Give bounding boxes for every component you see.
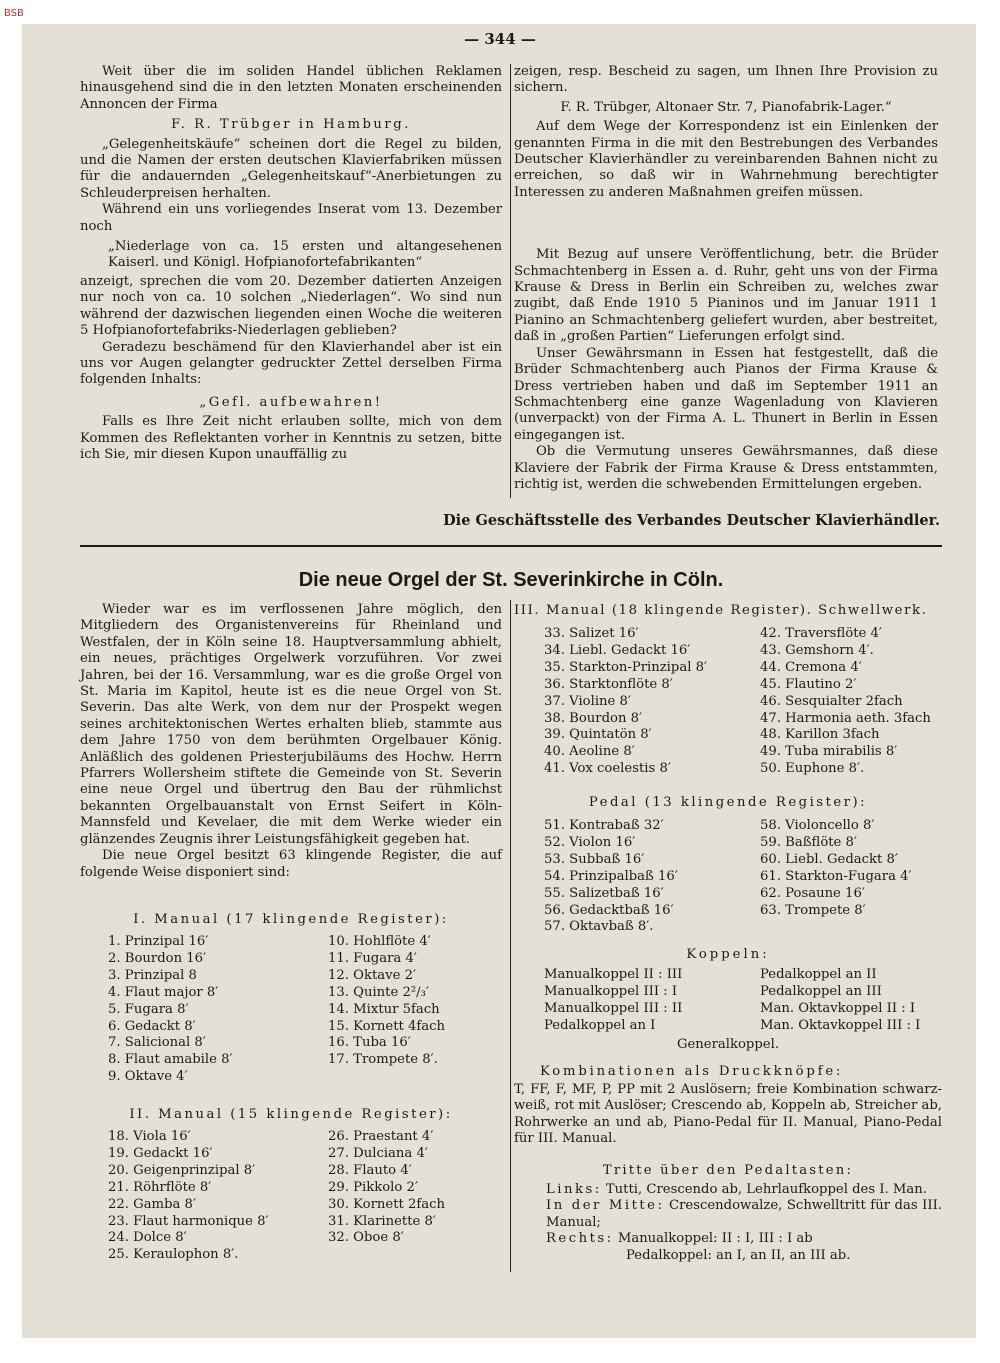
paragraph: Falls es Ihre Zeit nicht erlauben sollte, mich von dem Kommen des Reflektanten vorher in Kenntnis zu setzen, bitte ich Sie, mir diesen Kupon unauffällig zu: [80, 414, 502, 462]
firm-name: F. R. Trübger in Hamburg.: [171, 117, 411, 133]
list-item: 3. Prinzipal 8: [108, 967, 197, 983]
notice-heading: „Gefl. aufbewahren!: [199, 394, 383, 410]
list-item: 30. Kornett 2fach: [328, 1196, 446, 1212]
list-item: Manualkoppel III : II: [544, 1000, 683, 1016]
list-item: 38. Bourdon 8′: [544, 710, 643, 726]
paragraph: Wieder war es im verflossenen Jahre möglich, den Mitgliedern des Organistenvereins für Rheinland und Westfalen, der in Köln seine 18. Hauptversammlung abhielt, ein neues, prächtiges Orgelwerk vorzuführen. Vor zwei Jahren, bei der 16. Versammlung, war es die große Orgel von St. Maria im Kapitol, heute ist es die neue Orgel von St. Severin. Das alte Werk, von dem nur der Prospekt wegen seines architektonischen Wertes erhalten blieb, stammte aus dem Jahre 1750 von dem berühmten Orgelbauer König. Anläßlich des goldenen Priesterjubiläums des Hochw. Herrn Pfarrers Wollersheim stiftete die Gemeinde von St. Severin eine neue Orgel und übertrug den Bau der rühmlichst bekannten Orgelbauanstalt von Ernst Seifert in Köln-Mannsfeld und Kevelaer, die mit dem Werke wieder ein glänzendes Zeugnis ihrer Leistungsfähigkeit gegeben hat.: [80, 602, 502, 847]
list-item: Pedalkoppel an I: [544, 1017, 656, 1033]
paragraph: Auf dem Wege der Korrespondenz ist ein Einlenken der genannten Firma in die mit den Bestrebungen des Verbandes Deutscher Klavierhändler zu vereinbarenden Bahnen nicht zu erreichen, so daß wir in Wahrnehmung berechtigter Interessen zu anderen Maßnahmen greifen müssen.: [514, 119, 938, 200]
list-item: 4. Flaut major 8′: [108, 984, 219, 1000]
quote: „Niederlage von ca. 15 ersten und altangesehenen Kaiserl. und Königl. Hofpianofortefabrikanten“: [108, 239, 502, 271]
top-right-column: [514, 64, 938, 493]
watermark: BSB: [4, 8, 24, 19]
list-item: Pedalkoppel an II: [760, 967, 877, 982]
manual2-list: [108, 1129, 445, 1264]
list-item: 53. Subbaß 16′: [544, 851, 645, 867]
paragraph: Weit über die im soliden Handel üblichen Reklamen hinausgehend sind die in den letzten Monaten erscheinenden Annoncen der Firma: [80, 64, 502, 112]
generalkoppel: Generalkoppel.: [676, 1037, 780, 1052]
list-item: 15. Kornett 4fach: [328, 1018, 446, 1034]
list-item: 56. Gedacktbaß 16′: [544, 902, 674, 918]
list-item: 25. Keraulophon 8′.: [108, 1247, 239, 1263]
list-item: 5. Fugara 8′: [108, 1001, 189, 1017]
list-item: 48. Karillon 3fach: [760, 727, 880, 743]
list-item: 55. Salizetbaß 16′: [544, 885, 664, 901]
list-item: 17. Trompete 8′.: [328, 1052, 438, 1068]
list-item: 41. Vox coelestis 8′: [544, 761, 671, 777]
list-item: 26. Praestant 4′: [328, 1129, 434, 1144]
list-item: 18. Viola 16′: [108, 1129, 191, 1144]
list-item: 13. Quinte 2²/₃′: [328, 984, 429, 1000]
pedal-list: [544, 818, 912, 936]
list-item: 62. Posaune 16′: [760, 885, 865, 901]
list-item: 34. Liebl. Gedackt 16′: [544, 642, 691, 658]
list-item: 8. Flaut amabile 8′: [108, 1052, 233, 1068]
list-item: 61. Starkton-Fugara 4′: [760, 868, 912, 884]
paragraph: zeigen, resp. Bescheid zu sagen, um Ihnen Ihre Provision zu sichern.: [514, 64, 938, 96]
mitte-label: In der Mitte:: [546, 1198, 665, 1214]
signature: Die Geschäftsstelle des Verbandes Deutscher Klavierhändler.: [443, 512, 940, 529]
koppeln-list: [544, 967, 920, 1035]
list-item: 47. Harmonia aeth. 3fach: [760, 710, 931, 726]
list-item: 44. Cremona 4′: [760, 659, 862, 675]
list-item: 21. Röhrflöte 8′: [108, 1179, 212, 1195]
list-item: 7. Salicional 8′: [108, 1035, 206, 1051]
list-item: 24. Dolce 8′: [108, 1230, 187, 1246]
manual1-heading: I. Manual (17 klingende Register):: [133, 912, 449, 927]
list-item: 12. Oktave 2′: [328, 967, 416, 983]
list-item: 40. Aeoline 8′: [544, 744, 635, 760]
tritte-block: [546, 1182, 942, 1264]
article-title: Die neue Orgel der St. Severinkirche in Cöln.: [298, 569, 724, 591]
manual3-list: [544, 626, 931, 778]
list-item: Manualkoppel III : I: [544, 983, 678, 999]
list-item: 37. Violine 8′: [544, 693, 631, 709]
paragraph: Geradezu beschämend für den Klavierhandel aber ist ein uns vor Augen gelangter gedruckter Zettel derselben Firma folgenden Inhalts:: [80, 339, 502, 388]
list-item: 29. Pikkolo 2′: [328, 1179, 418, 1195]
paragraph: Die neue Orgel besitzt 63 klingende Register, die auf folgende Weise disponiert sind:: [80, 848, 502, 880]
list-item: 19. Gedackt 16′: [108, 1145, 213, 1161]
rechts-text-2: Pedalkoppel: an I, an II, an III ab.: [626, 1247, 851, 1263]
list-item: 63. Trompete 8′: [760, 902, 866, 918]
list-item: Pedalkoppel an III: [760, 983, 882, 999]
list-item: 51. Kontrabaß 32′: [544, 818, 664, 833]
list-item: 1. Prinzipal 16′: [108, 934, 209, 949]
list-item: Manualkoppel II : III: [544, 967, 683, 982]
rechts-label: Rechts:: [546, 1231, 614, 1247]
list-item: 32. Oboe 8′: [328, 1230, 404, 1246]
links-text: Tutti, Crescendo ab, Lehrlaufkoppel des I. Man.: [605, 1182, 927, 1197]
list-item: 49. Tuba mirabilis 8′: [760, 744, 898, 760]
paragraph: Während ein uns vorliegendes Inserat vom 13. Dezember noch: [80, 202, 502, 234]
section-rule: [80, 545, 942, 547]
quote-end: F. R. Trübger, Altonaer Str. 7, Pianofabrik-Lager.“: [560, 99, 892, 115]
list-item: 16. Tuba 16′: [328, 1035, 411, 1051]
paragraph: anzeigt, sprechen die vom 20. Dezember datierten Anzeigen nur noch von ca. 10 solchen „Niederlagen“. Wo sind nun während der dazwischen liegenden einen Woche die weiteren 5 Hofpianofortefabriks-Niederlagen geblieben?: [80, 273, 502, 339]
mitte-text: Crescendowalze, Schwelltritt für das III. Manual;: [546, 1198, 942, 1230]
list-item: 54. Prinzipalbaß 16′: [544, 868, 678, 884]
top-left-column: [80, 64, 502, 463]
list-item: 10. Hohlflöte 4′: [328, 934, 431, 949]
paragraph: Unser Gewährsmann in Essen hat festgestellt, daß die Brüder Schmachtenberg auch Pianos der Firma Krause & Dress vertrieben haben und daß im September 1911 an Schmachtenberg eine ganze Wagenladung von Klavieren (unverpackt) von der Firma A. L. Thunert in Berlin in Essen eingegangen ist.: [514, 345, 938, 443]
list-item: Man. Oktavkoppel II : I: [760, 1000, 916, 1016]
list-item: 60. Liebl. Gedackt 8′: [760, 851, 898, 867]
list-item: 57. Oktavbaß 8′.: [544, 919, 654, 935]
manual3-heading: III. Manual (18 klingende Register). Schwellwerk.: [514, 603, 928, 618]
list-item: 31. Klarinette 8′: [328, 1213, 436, 1229]
list-item: 36. Starktonflöte 8′: [544, 676, 673, 692]
list-item: 39. Quintatön 8′: [544, 727, 652, 743]
article-left-column: [80, 602, 502, 881]
list-item: 59. Baßflöte 8′: [760, 834, 857, 850]
manual2-heading: II. Manual (15 klingende Register):: [129, 1107, 453, 1122]
list-item: 11. Fugara 4′: [328, 950, 417, 966]
list-item: 43. Gemshorn 4′.: [760, 642, 874, 658]
list-item: 50. Euphone 8′.: [760, 761, 865, 777]
column-divider: [510, 600, 511, 1272]
tritte-heading: Tritte über den Pedaltasten:: [602, 1163, 854, 1178]
kombinationen-text: T, FF, F, MF, P, PP mit 2 Auslösern; freie Kombination schwarz-weiß, rot mit Auslöser; Crescendo ab, Koppeln ab, Streicher ab, Rohrwerke an und ab, Piano-Pedal für II. Manual, Piano-Pedal für III. Manual.: [514, 1082, 942, 1147]
list-item: 2. Bourdon 16′: [108, 950, 207, 966]
list-item: 28. Flauto 4′: [328, 1162, 412, 1178]
pedal-heading: Pedal (13 klingende Register):: [588, 795, 868, 810]
paragraph: Ob die Vermutung unseres Gewährsmannes, daß diese Klaviere der Fabrik der Firma Krause & Dress entstammten, richtig ist, werden die schwebenden Ermittelungen ergeben.: [514, 444, 938, 492]
list-item: Man. Oktavkoppel III : I: [760, 1017, 921, 1033]
list-item: 58. Violoncello 8′: [760, 818, 875, 833]
manual1-list: [108, 934, 445, 1086]
links-label: Links:: [546, 1182, 602, 1197]
list-item: 45. Flautino 2′: [760, 676, 857, 692]
list-item: 27. Dulciana 4′: [328, 1145, 428, 1161]
list-item: 33. Salizet 16′: [544, 626, 639, 641]
list-item: 46. Sesquialter 2fach: [760, 693, 903, 709]
list-item: 9. Oktave 4′: [108, 1069, 188, 1085]
list-item: 14. Mixtur 5fach: [328, 1001, 440, 1017]
list-item: 6. Gedackt 8′: [108, 1018, 196, 1034]
list-item: 20. Geigenprinzipal 8′: [108, 1162, 256, 1178]
koppeln-heading: Koppeln:: [686, 947, 770, 962]
list-item: 22. Gamba 8′: [108, 1196, 196, 1212]
list-item: 42. Traversflöte 4′: [760, 626, 882, 641]
paragraph: Mit Bezug auf unsere Veröffentlichung, betr. die Brüder Schmachtenberg in Essen a. d. Ruhr, geht uns von der Firma Krause & Dress in Berlin ein Schreiben zu, welches zwar zugibt, daß Ende 1910 5 Pianinos und im Januar 1911 1 Pianino an Schmachtenberg geliefert wurden, aber bestreitet, daß in „großen Partien“ Lieferungen erfolgt sind.: [514, 247, 938, 345]
rechts-text: Manualkoppel: II : I, III : I ab: [617, 1231, 813, 1247]
list-item: 52. Violon 16′: [544, 834, 636, 850]
list-item: 23. Flaut harmonique 8′: [108, 1213, 269, 1229]
page-number: — 344 —: [464, 30, 536, 48]
kombinationen-heading: Kombinationen als Druckknöpfe:: [540, 1064, 844, 1079]
list-item: 35. Starkton-Prinzipal 8′: [544, 659, 707, 675]
paragraph: „Gelegenheitskäufe“ scheinen dort die Regel zu bilden, und die Namen der ersten deutschen Klavierfabriken müssen für die andauernden „Gelegenheitskauf“-Anerbietungen zu Schleuderpreisen herhalten.: [80, 136, 502, 201]
column-divider: [510, 64, 511, 498]
